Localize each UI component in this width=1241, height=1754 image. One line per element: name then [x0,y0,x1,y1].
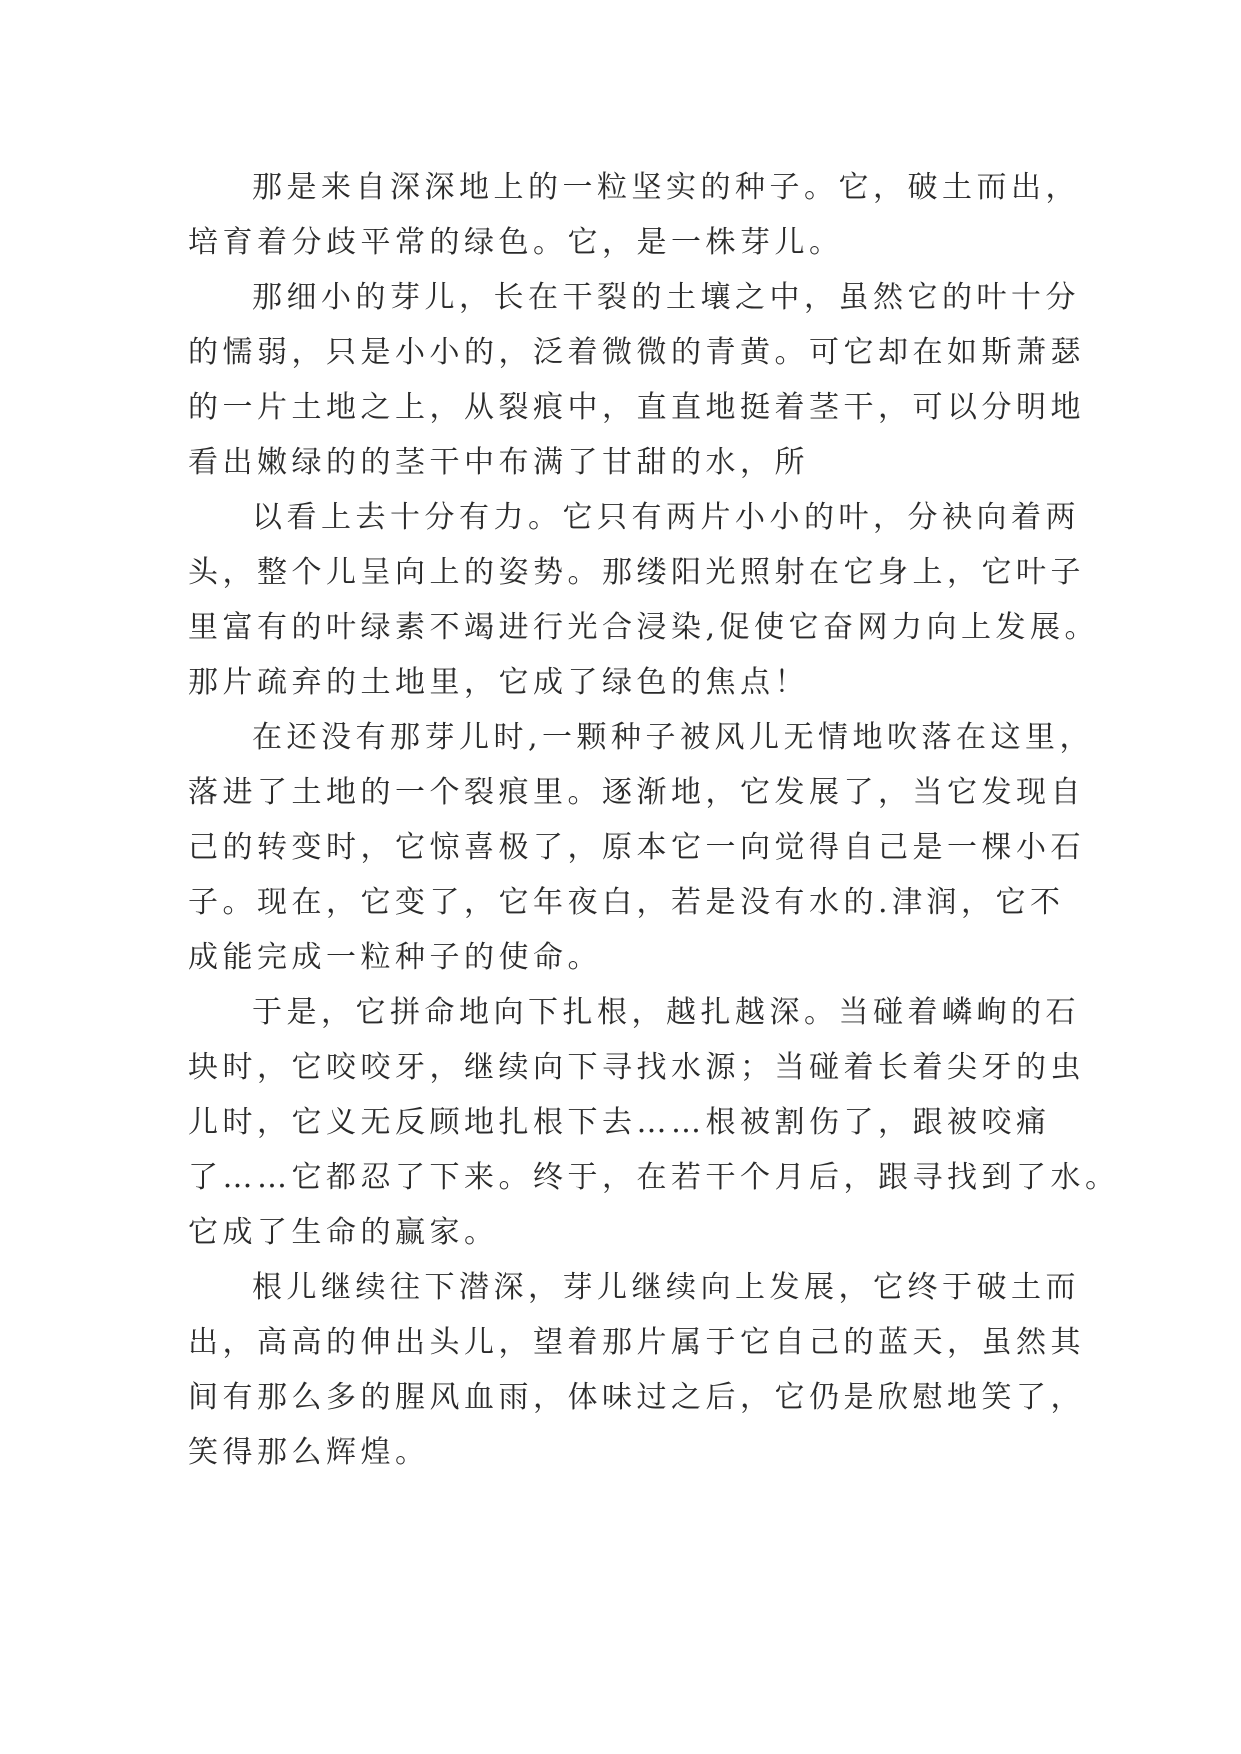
paragraph [188,160,1080,270]
text-line: 那细小的芽儿，长在干裂的土壤之中，虽然它的叶十分 [252,280,1080,315]
text-line: 出，高高的伸出头儿，望着那片属于它自己的蓝天，虽然其 [188,1325,1085,1360]
paragraph [188,1260,1085,1480]
text-line: 头，整个儿呈向上的姿势。那缕阳光照射在它身上，它叶子 [188,555,1085,590]
text-line: 了……它都忍了下来。终于，在若干个月后，跟寻找到了水。 [188,1160,1120,1195]
text-line: 块时，它咬咬牙，继续向下寻找水源；当碰着长着尖牙的虫 [188,1050,1085,1085]
text-line: 它成了生命的赢家。 [188,1215,499,1250]
text-line: 根儿继续往下潜深，芽儿继续向上发展，它终于破土而 [252,1270,1080,1305]
text-line: 于是，它拼命地向下扎根，越扎越深。当碰着嶙峋的石 [252,995,1080,1030]
paragraph [188,985,1120,1260]
text-line: 以看上去十分有力。它只有两片小小的叶，分袂向着两 [252,500,1080,535]
text-line: 儿时，它义无反顾地扎根下去……根被割伤了，跟被咬痛 [188,1105,1051,1140]
text-line: 己的转变时，它惊喜极了，原本它一向觉得自己是一棵小石 [188,830,1085,865]
text-line: 在还没有那芽儿时,一颗种子被风儿无情地吹落在这里， [252,720,1095,755]
document-body [188,160,1120,1480]
text-line: 落进了土地的一个裂痕里。逐渐地，它发展了，当它发现自 [188,775,1085,810]
paragraph [188,490,1100,710]
text-line: 的一片土地之上，从裂痕中，直直地挺着茎干，可以分明地 [188,390,1085,425]
text-line: 笑得那么辉煌。 [188,1435,430,1470]
text-line: 间有那么多的腥风血雨，体味过之后，它仍是欣慰地笑了， [188,1380,1085,1415]
text-line: 那片疏弃的土地里，它成了绿色的焦点！ [188,665,809,700]
text-line: 培育着分歧平常的绿色。它，是一株芽儿。 [188,225,844,260]
text-line: 子。现在，它变了，它年夜白，若是没有水的.津润，它不 [188,885,1065,920]
paragraph [188,710,1095,985]
text-line: 的懦弱，只是小小的，泛着微微的青黄。可它却在如斯萧瑟 [188,335,1085,370]
paragraph [188,270,1085,490]
text-line: 成能完成一粒种子的使命。 [188,940,602,975]
text-line: 看出嫩绿的的茎干中布满了甘甜的水，所 [188,445,809,480]
text-line: 那是来自深深地上的一粒坚实的种子。它，破土而出， [252,170,1080,205]
text-line: 里富有的叶绿素不竭进行光合浸染,促使它奋网力向上发展。 [188,610,1100,645]
